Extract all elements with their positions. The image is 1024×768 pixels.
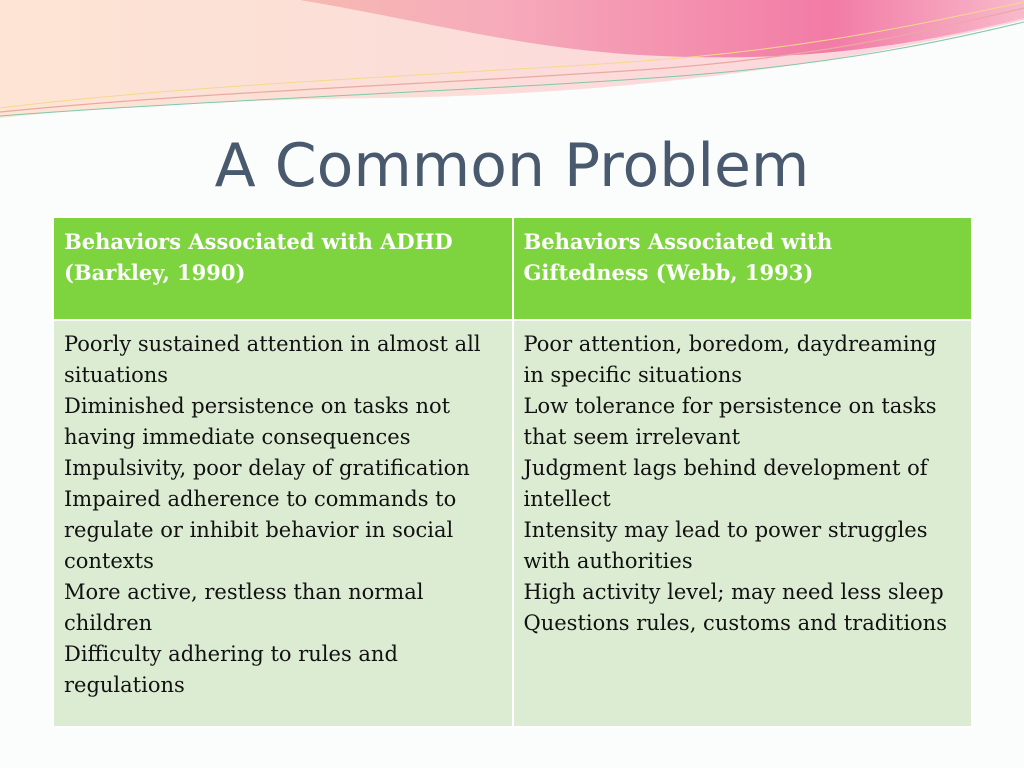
adhd-behaviors-cell — [53, 320, 513, 727]
slide-title: A Common Problem — [214, 131, 810, 201]
comparison-table-container — [52, 216, 973, 728]
list-item: Low tolerance for persistence on tasks that seem irrelevant — [523, 394, 937, 449]
table-body-row — [53, 320, 972, 727]
comparison-table — [52, 216, 973, 728]
list-item: Diminished persistence on tasks not having immediate consequences — [64, 394, 451, 449]
list-item: Poor attention, boredom, daydreaming in specific situations — [523, 332, 937, 387]
list-item: Judgment lags behind development of intellect — [523, 456, 928, 511]
list-item: Impulsivity, poor delay of gratification — [64, 456, 470, 480]
list-item: Poorly sustained attention in almost all situations — [64, 332, 481, 387]
list-item: Questions rules, customs and traditions — [523, 611, 947, 635]
header-adhd: Behaviors Associated with ADHD (Barkley, 1990) — [53, 217, 513, 320]
list-item: Impaired adherence to commands to regulate or inhibit behavior in social contexts — [64, 487, 457, 573]
list-item: Difficulty adhering to rules and regulations — [64, 642, 398, 697]
list-item: High activity level; may need less sleep — [523, 580, 944, 604]
table-header-row — [53, 217, 972, 320]
decorative-swoosh-banner — [0, 0, 1024, 130]
header-giftedness: Behaviors Associated with Giftedness (Webb, 1993) — [513, 217, 973, 320]
giftedness-behaviors-cell — [513, 320, 973, 727]
list-item: Intensity may lead to power struggles with authorities — [523, 518, 928, 573]
list-item: More active, restless than normal children — [64, 580, 424, 635]
